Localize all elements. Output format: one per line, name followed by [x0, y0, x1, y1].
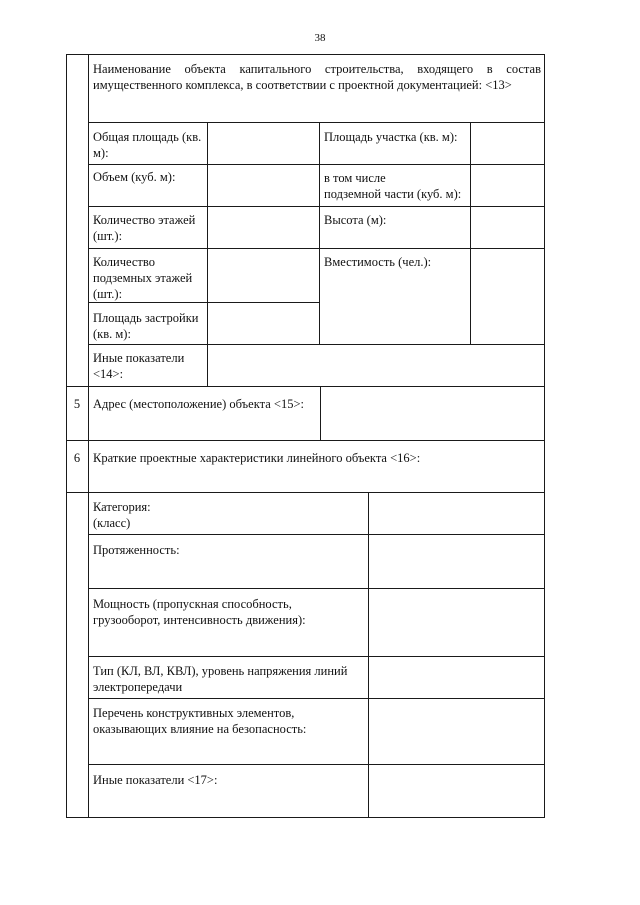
building-area-label: Площадь застройки (кв. м): — [93, 311, 199, 341]
section6-number: 6 — [73, 451, 81, 465]
length-value[interactable] — [369, 535, 544, 588]
other-indicators-label: Иные показатели <14>: — [93, 351, 185, 381]
height-value[interactable] — [471, 207, 544, 248]
line-type-value[interactable] — [369, 657, 544, 698]
underground-volume-value[interactable] — [471, 165, 544, 206]
power-value[interactable] — [369, 589, 544, 656]
object-name-header-line1: Наименование объекта капитального строительства, входящего в состав — [93, 62, 541, 76]
page-number: 38 — [314, 32, 326, 44]
volume-value[interactable] — [208, 165, 319, 206]
underground-volume-label: в том числе подземной части (куб. м): — [324, 171, 462, 201]
structural-elements-value[interactable] — [369, 699, 544, 764]
linear-object-title: Краткие проектные характеристики линейного объекта <16>: — [93, 451, 421, 465]
address-label: Адрес (местоположение) объекта <15>: — [93, 397, 304, 411]
object-name-header-line2: имущественного комплекса, в соответствии с проектной документацией: <13> — [93, 78, 512, 92]
other-linear-indicators-value[interactable] — [369, 765, 544, 817]
grid-v-2 — [319, 122, 320, 344]
length-label: Протяженность: — [93, 543, 180, 557]
line-type-label: Тип (КЛ, ВЛ, КВЛ), уровень напряжения линий электропередачи — [93, 664, 348, 694]
underground-floors-value[interactable] — [208, 249, 319, 302]
total-area-label: Общая площадь (кв. м): — [93, 130, 202, 160]
plot-area-value[interactable] — [471, 123, 544, 164]
other-linear-indicators-label: Иные показатели <17>: — [93, 773, 218, 787]
category-label: Категория: (класс) — [93, 500, 151, 530]
floors-value[interactable] — [208, 207, 319, 248]
power-label: Мощность (пропускная способность, грузооборот, интенсивность движения): — [93, 597, 306, 627]
structural-elements-label: Перечень конструктивных элементов, оказывающих влияние на безопасность: — [93, 706, 307, 736]
total-area-value[interactable] — [208, 123, 319, 164]
height-label: Высота (м): — [324, 213, 387, 227]
floors-label: Количество этажей (шт.): — [93, 213, 196, 243]
address-value[interactable] — [321, 387, 544, 440]
underground-floors-label: Количество подземных этажей (шт.): — [93, 255, 193, 301]
building-area-value[interactable] — [208, 303, 319, 344]
divider-section6-top — [66, 440, 545, 441]
capacity-label: Вместимость (чел.): — [324, 255, 432, 269]
number-column-divider — [88, 54, 89, 818]
plot-area-label: Площадь участка (кв. м): — [324, 130, 458, 144]
category-value[interactable] — [369, 493, 544, 534]
section5-number: 5 — [73, 397, 81, 411]
volume-label: Объем (куб. м): — [93, 170, 176, 184]
other-indicators-value[interactable] — [208, 345, 544, 386]
capacity-value[interactable] — [471, 249, 544, 344]
